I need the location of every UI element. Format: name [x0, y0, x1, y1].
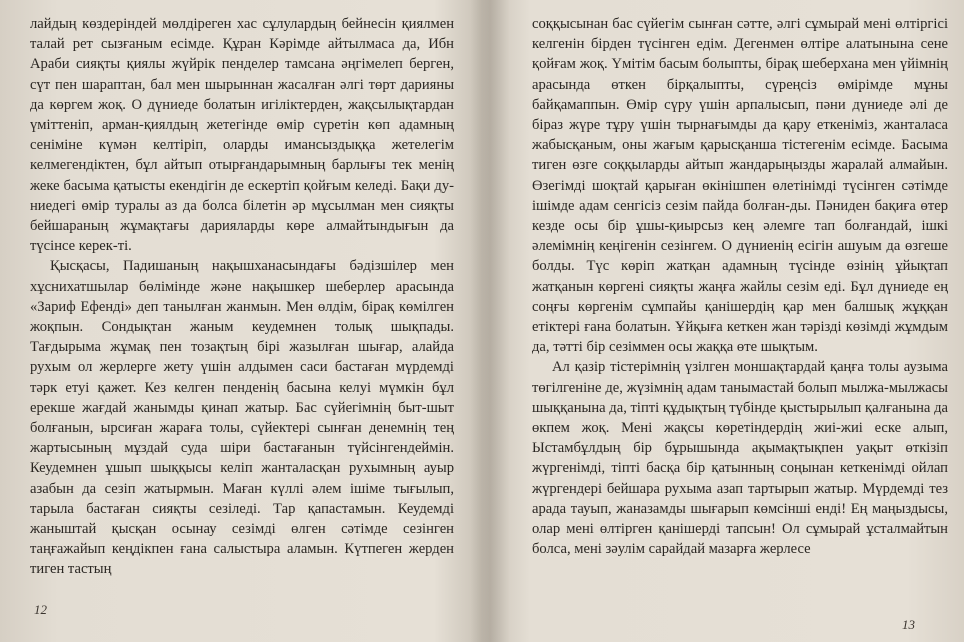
left-page-number: 12 — [34, 602, 47, 617]
left-paragraph-1: лайдың көздеріндей мөлдіреген хас сұлулардың бейнесін қиялмен талай рет сызғаным есімде. Құран Кәрімде айтылмаса да, Ибн Араби сияқты қиялы жүйрік пенделер тамсана әңгімелеп берген, сүт пен шараптан, бал мен шырыннан жасалған әлгі төрт дарияны да көргем жоқ. О дүниеде болатын игіліктерден, жақсылықтардан үміттеніп, арман-қиялдың жетегінде өмір сүретін көп адамның сеніміне күмән келтіріп, оларды имансыздыққа жетелегім келмегендіктен, бұл айтып отырғандарымның барлығы тек менің жеке басыма қатысты екендігін де ескертіп қойғым келеді. Бақи дуниедегі өмір туралы аз да болса білетін әр мұсылман мен сияқты бейшараның жұмақтағы дарияларды көре алмайтындығын да түсінсе керек-ті. — [30, 16, 454, 255]
book-gutter — [470, 0, 510, 642]
right-page-number: 13 — [902, 617, 915, 632]
right-paragraph-2: Ал қазір тістерімнің үзілген моншақтардай қаңға толы аузыма төгілгеніне де, жүзімнің адам танымастай болып мылжа-мылжасы шыққанына да, тіпті құдықтың түбінде қыстырылып қалғанына да өкпем жоқ. Мені жақсы көретіндердің жиі-жиі еске алып, Ыстамбұлдың бір бұрышында ақымақтықпен уақыт өткізіп жүргенімді, тіпті басқа бір қатынның соңынан кеткенімді ойлап жүргендері бейшара рухыма азап тартырып жатыр. Мүрдемді тез арада тауып, жаназамды шығарып көмсінші енді! Ең маңыздысы, олар мені өлтірген қанішерді тапсын! Ол сұмырай ұсталмайтын болса, мені зәулім сарайдай мазарға жерлесе — [532, 359, 948, 558]
right-paragraph-1: соққысынан бас сүйегім сынған сәтте, әлгі сұмырай мені өлтіргісі келгенін бірден түсінген едім. Дегенмен өлтіре алатынына сене қойғам жоқ. Үмітім басым болыпты, бірақ шеберхана мен үйімнің арасында өткен бірқалыпты, сүреңсіз өмірімде мұны байқамаппын. Өмір сүру үшін арпалысып, пәни дүниеде әлі де біраз жүре тұру үшін тырнағымды да қару еткеніміз, жанталаса жабысқаным, оны жағым қарысқанша тістегенім есімде. Басыма тиген өзге соққыларды айтып жандарыңызды жаралай алмайын. Өзегімді шоқтай қарыған өкінішпен өлетінімді түсінген сәтімде ішімде адам сенгісіз сезім пайда болған-ды. Пәниден бақиға өтер кезде осы бір ұшы-қиырсыз кең әлемге тап болғандай, ішкі әлемімнің кеңігенін сезінгем. О дүниенің есігін ашуым да өзгеше болды. Түс көріп жатқан адамның түсінде өзінің ұйықтап жатқанын көргені сияқты жаңға жайлы сезім еді. Бұл дүниеде ең соңғы көргенім сұмпайы қанішердің қар мен балшық жұққан етіктері ғана болатын. Ұйқыға кеткен жан тәрізді көзімді жұмдым да, тәтті бір сезіммен осы жаққа өте шықтым. — [532, 16, 948, 356]
left-paragraph-2: Қысқасы, Падишаның нақышханасындағы бәдізшілер мен хұснихатшылар бөлімінде және нақышкер шеберлер арасында «Зариф Ефенді» деп танылған жанмын. Мен өлдім, бірақ көмілген жоқпын. Сондықтан жаным кеудемнен толық шықпады. Тағдырыма жұмақ пен тозақтың бірі жазылған шығар, алайда рухым ол жерлерге жету үшін алдымен саси бастаған мүрдемді тәрк етуі қажет. Кез келген пенденің басына келуі мүмкін бұл ерекше жағдай жанымды қинап жатыр. Бас сүйегімнің быт-шыт болғанын, ырсиған жараға толы, сүйектері сынған денемнің тең жартысының мұздай суда шіри бастағанын түйсінгендеймін. Кеудемнен ұшып шыққысы келіп жанталасқан рухымның ауыр азабын да сезіп жатырмын. Маған күллі әлем ішіме тығылып, тарыла бастаған сияқты сезіледі. Тар қапастамын. Кеудемді жаныштай қысқан осынау сезімді өлген сәтімде сезінген таңғажайып кеңдікпен ғана салыстыра аламын. Күтпеген жерден тиген тастың — [30, 258, 454, 578]
left-page — [30, 14, 454, 580]
right-page — [532, 14, 948, 559]
